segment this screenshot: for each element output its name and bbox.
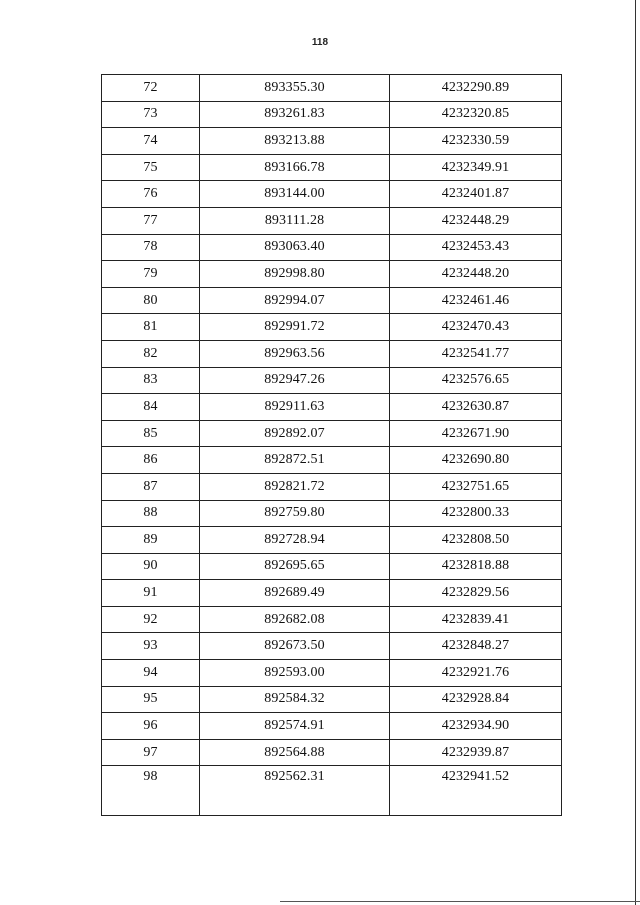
y-coordinate-cell: 4232690.80 <box>390 447 562 474</box>
point-number-cell: 79 <box>102 261 200 288</box>
x-coordinate-cell: 892584.32 <box>200 686 390 713</box>
table-row <box>102 128 562 155</box>
table-row <box>102 75 562 102</box>
point-number-cell: 89 <box>102 527 200 554</box>
table-row <box>102 314 562 341</box>
point-number-cell: 75 <box>102 154 200 181</box>
table-row <box>102 447 562 474</box>
point-number-cell: 97 <box>102 739 200 766</box>
table-row <box>102 234 562 261</box>
table-row <box>102 420 562 447</box>
table-row <box>102 500 562 527</box>
point-number-cell: 72 <box>102 75 200 102</box>
y-coordinate-cell: 4232848.27 <box>390 633 562 660</box>
table-row <box>102 101 562 128</box>
point-number-cell: 98 <box>102 766 200 816</box>
point-number-cell: 76 <box>102 181 200 208</box>
x-coordinate-cell: 893213.88 <box>200 128 390 155</box>
point-number-cell: 83 <box>102 367 200 394</box>
point-number-cell: 92 <box>102 606 200 633</box>
point-number-cell: 87 <box>102 473 200 500</box>
y-coordinate-cell: 4232453.43 <box>390 234 562 261</box>
x-coordinate-cell: 892682.08 <box>200 606 390 633</box>
table-row <box>102 207 562 234</box>
point-number-cell: 93 <box>102 633 200 660</box>
y-coordinate-cell: 4232630.87 <box>390 394 562 421</box>
x-coordinate-cell: 892759.80 <box>200 500 390 527</box>
x-coordinate-cell: 892947.26 <box>200 367 390 394</box>
table-row <box>102 367 562 394</box>
table-row <box>102 287 562 314</box>
x-coordinate-cell: 892562.31 <box>200 766 390 816</box>
x-coordinate-cell: 892998.80 <box>200 261 390 288</box>
table-row <box>102 766 562 816</box>
x-coordinate-cell: 892695.65 <box>200 553 390 580</box>
table-row <box>102 713 562 740</box>
point-number-cell: 74 <box>102 128 200 155</box>
x-coordinate-cell: 892911.63 <box>200 394 390 421</box>
x-coordinate-cell: 892689.49 <box>200 580 390 607</box>
y-coordinate-cell: 4232349.91 <box>390 154 562 181</box>
y-coordinate-cell: 4232461.46 <box>390 287 562 314</box>
y-coordinate-cell: 4232576.65 <box>390 367 562 394</box>
table-row <box>102 739 562 766</box>
x-coordinate-cell: 892673.50 <box>200 633 390 660</box>
table-row <box>102 553 562 580</box>
point-number-cell: 81 <box>102 314 200 341</box>
table-row <box>102 154 562 181</box>
page-number: 118 <box>311 37 329 48</box>
page-edge-bottom <box>280 901 640 902</box>
y-coordinate-cell: 4232541.77 <box>390 340 562 367</box>
point-number-cell: 80 <box>102 287 200 314</box>
page-edge-right <box>635 0 636 905</box>
point-number-cell: 91 <box>102 580 200 607</box>
coordinates-table-body <box>102 75 562 816</box>
point-number-cell: 78 <box>102 234 200 261</box>
x-coordinate-cell: 892821.72 <box>200 473 390 500</box>
y-coordinate-cell: 4232470.43 <box>390 314 562 341</box>
x-coordinate-cell: 892728.94 <box>200 527 390 554</box>
table-row <box>102 473 562 500</box>
x-coordinate-cell: 892872.51 <box>200 447 390 474</box>
table-row <box>102 261 562 288</box>
x-coordinate-cell: 892994.07 <box>200 287 390 314</box>
x-coordinate-cell: 892991.72 <box>200 314 390 341</box>
table-row <box>102 394 562 421</box>
y-coordinate-cell: 4232921.76 <box>390 660 562 687</box>
point-number-cell: 94 <box>102 660 200 687</box>
table-row <box>102 633 562 660</box>
point-number-cell: 90 <box>102 553 200 580</box>
x-coordinate-cell: 892892.07 <box>200 420 390 447</box>
y-coordinate-cell: 4232401.87 <box>390 181 562 208</box>
table-row <box>102 686 562 713</box>
x-coordinate-cell: 893355.30 <box>200 75 390 102</box>
y-coordinate-cell: 4232671.90 <box>390 420 562 447</box>
point-number-cell: 84 <box>102 394 200 421</box>
y-coordinate-cell: 4232320.85 <box>390 101 562 128</box>
y-coordinate-cell: 4232330.59 <box>390 128 562 155</box>
x-coordinate-cell: 893166.78 <box>200 154 390 181</box>
table-row <box>102 181 562 208</box>
point-number-cell: 95 <box>102 686 200 713</box>
x-coordinate-cell: 893144.00 <box>200 181 390 208</box>
table-row <box>102 580 562 607</box>
y-coordinate-cell: 4232939.87 <box>390 739 562 766</box>
y-coordinate-cell: 4232941.52 <box>390 766 562 816</box>
y-coordinate-cell: 4232934.90 <box>390 713 562 740</box>
x-coordinate-cell: 892574.91 <box>200 713 390 740</box>
x-coordinate-cell: 892564.88 <box>200 739 390 766</box>
table-row <box>102 660 562 687</box>
point-number-cell: 82 <box>102 340 200 367</box>
coordinates-table <box>101 74 562 816</box>
point-number-cell: 88 <box>102 500 200 527</box>
y-coordinate-cell: 4232800.33 <box>390 500 562 527</box>
x-coordinate-cell: 893111.28 <box>200 207 390 234</box>
y-coordinate-cell: 4232448.20 <box>390 261 562 288</box>
y-coordinate-cell: 4232808.50 <box>390 527 562 554</box>
point-number-cell: 86 <box>102 447 200 474</box>
x-coordinate-cell: 892593.00 <box>200 660 390 687</box>
x-coordinate-cell: 892963.56 <box>200 340 390 367</box>
y-coordinate-cell: 4232839.41 <box>390 606 562 633</box>
y-coordinate-cell: 4232818.88 <box>390 553 562 580</box>
table-row <box>102 340 562 367</box>
y-coordinate-cell: 4232448.29 <box>390 207 562 234</box>
point-number-cell: 77 <box>102 207 200 234</box>
x-coordinate-cell: 893063.40 <box>200 234 390 261</box>
y-coordinate-cell: 4232290.89 <box>390 75 562 102</box>
table-row <box>102 606 562 633</box>
point-number-cell: 85 <box>102 420 200 447</box>
y-coordinate-cell: 4232928.84 <box>390 686 562 713</box>
point-number-cell: 96 <box>102 713 200 740</box>
y-coordinate-cell: 4232829.56 <box>390 580 562 607</box>
y-coordinate-cell: 4232751.65 <box>390 473 562 500</box>
point-number-cell: 73 <box>102 101 200 128</box>
x-coordinate-cell: 893261.83 <box>200 101 390 128</box>
table-row <box>102 527 562 554</box>
